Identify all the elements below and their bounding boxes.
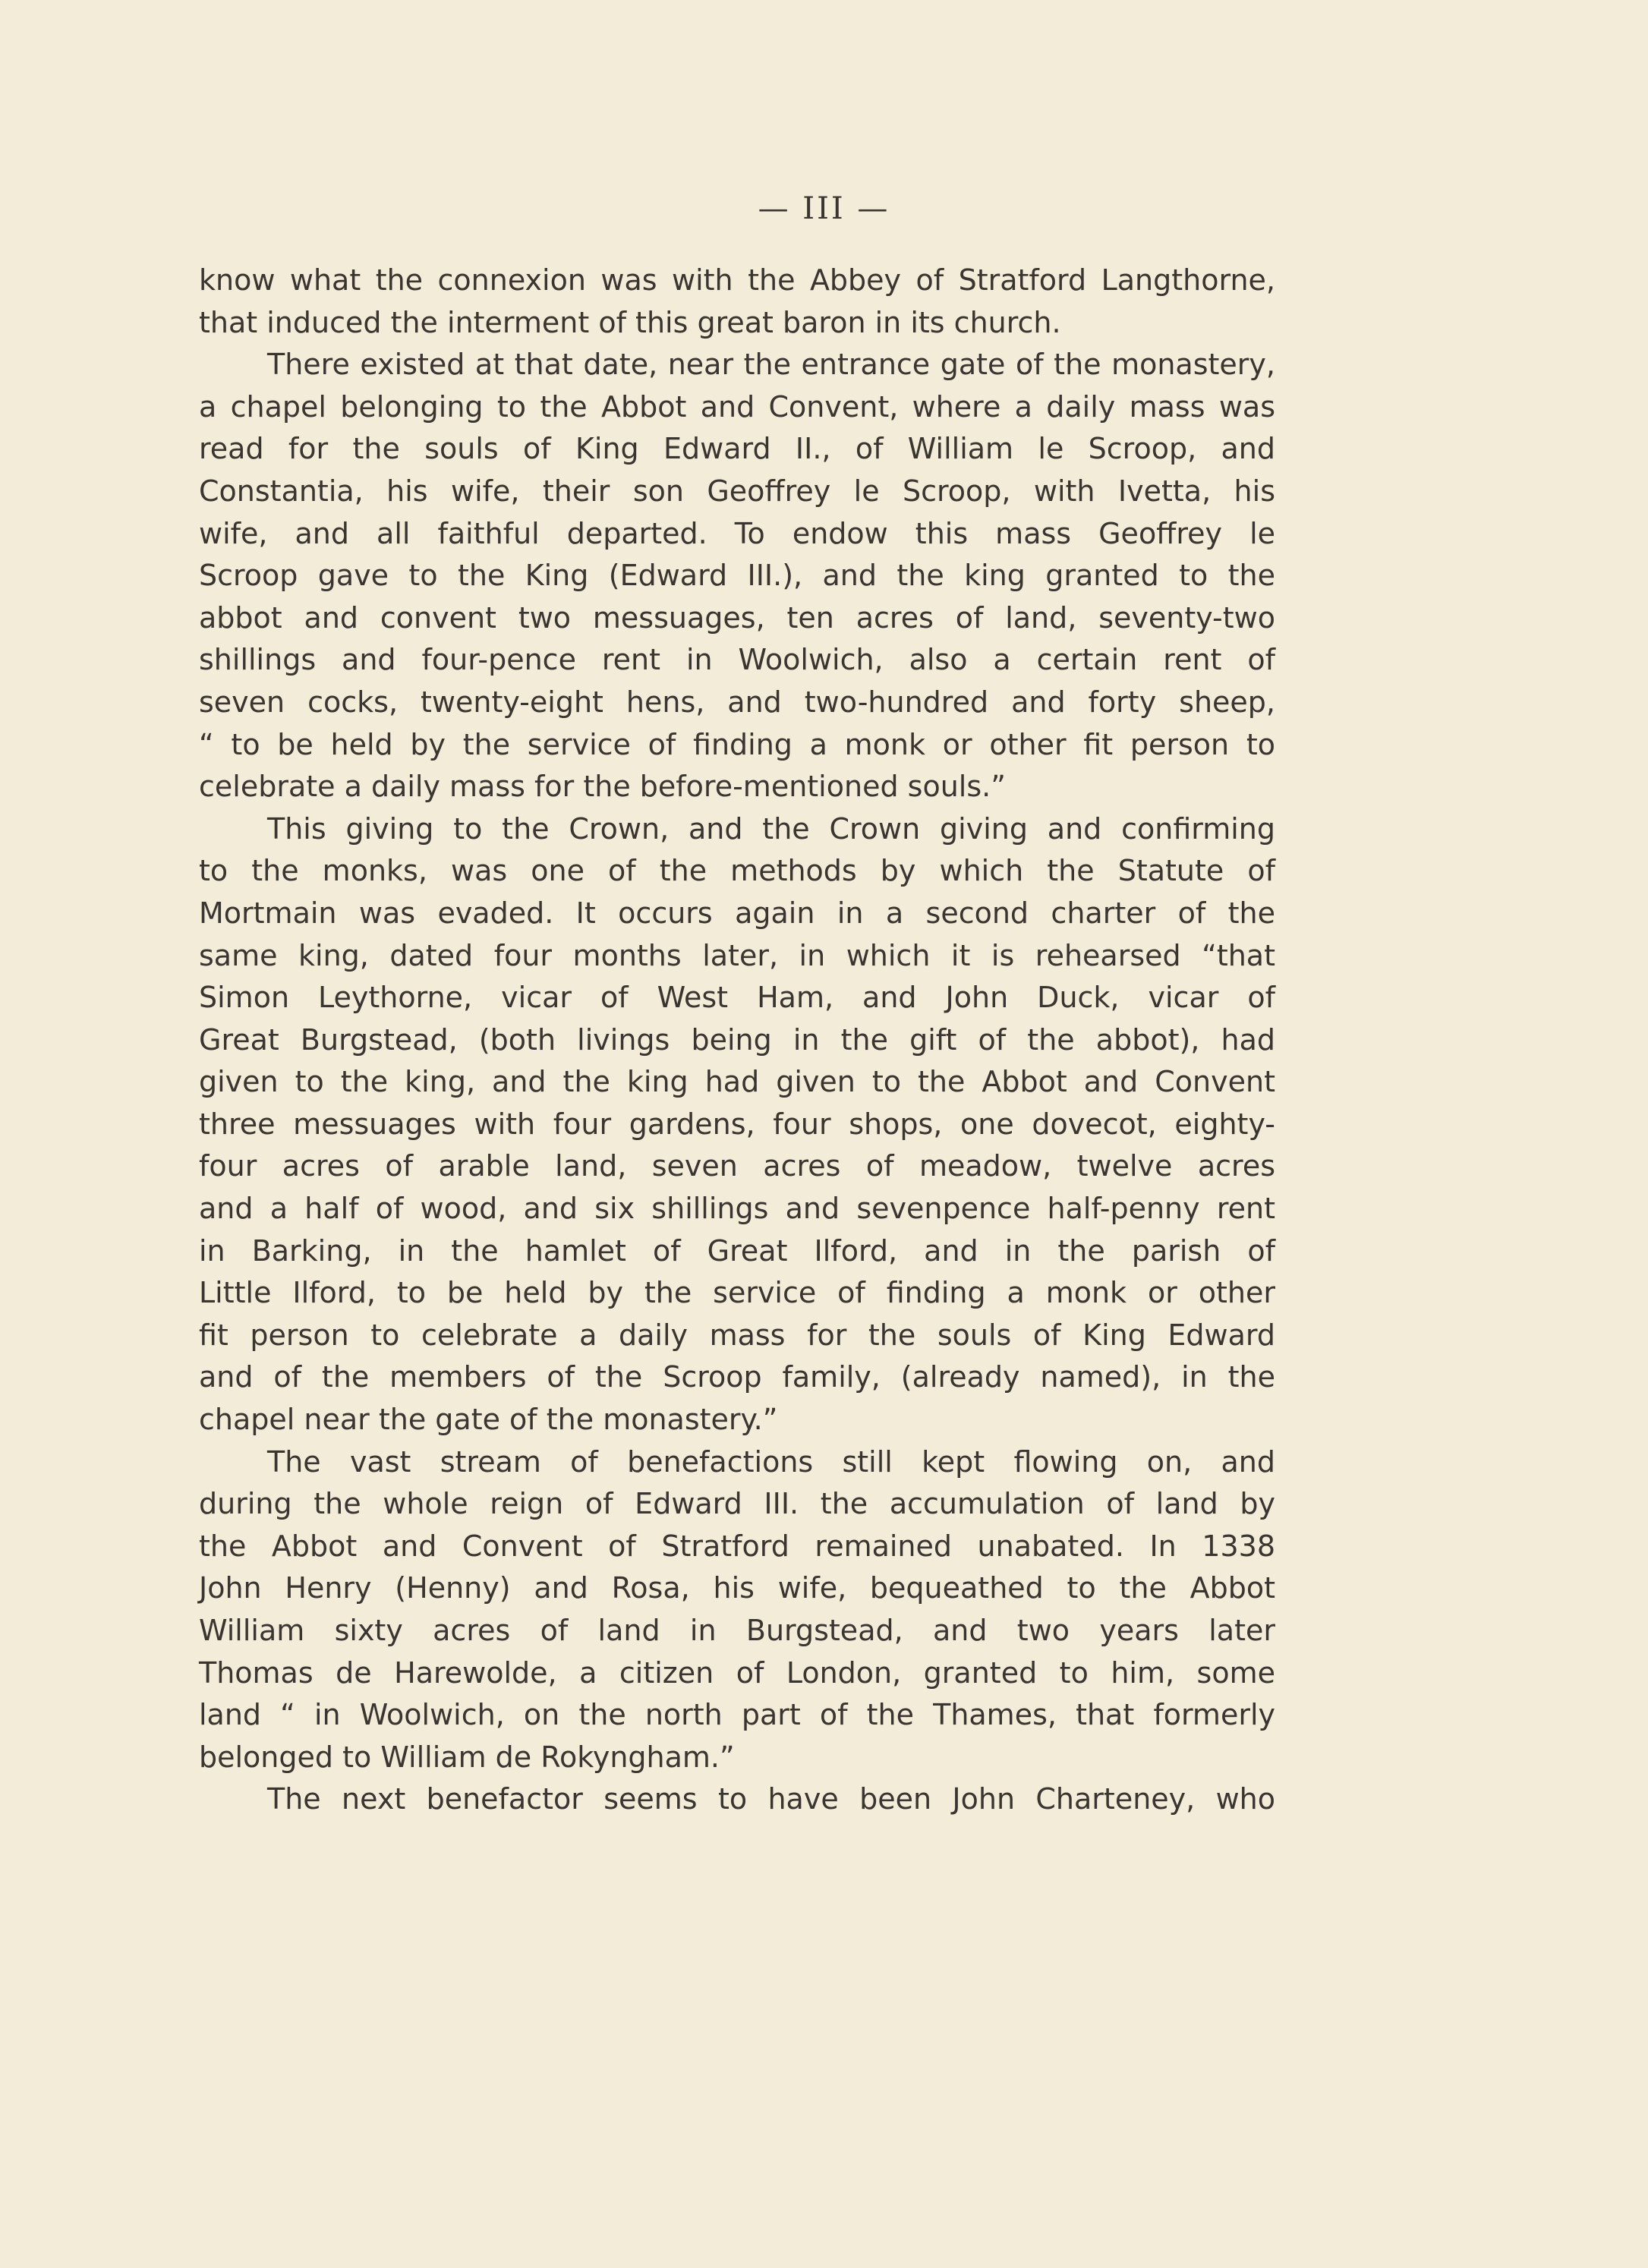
text-line: to the monks, was one of the methods by which the Statute of [199,854,1275,888]
text-line: The next benefactor seems to have been John Charteney, who [267,1782,1275,1816]
text-line: William sixty acres of land in Burgstead, and two years later [199,1614,1275,1647]
text-line: Little Ilford, to be held by the service of finding a monk or other [199,1276,1275,1310]
text-line: chapel near the gate of the monastery.” [199,1403,778,1437]
text-line: Scroop gave to the King (Edward III.), and the king granted to the [199,559,1275,593]
text-line: shillings and four-pence rent in Woolwich, also a certain rent of [199,643,1275,677]
text-line: and of the members of the Scroop family, (already named), in the [199,1360,1275,1394]
text-line: same king, dated four months later, in which it is rehearsed “that [199,938,1275,972]
text-line: John Henry (Henny) and Rosa, his wife, bequeathed to the Abbot [199,1571,1275,1605]
page-number: — III — [758,191,890,226]
text-line: belonged to William de Rokyngham.” [199,1740,735,1774]
text-line: celebrate a daily mass for the before-mentioned souls.” [199,770,1006,804]
text-line: land “ in Woolwich, on the north part of the Thames, that formerly [199,1698,1275,1732]
text-line: in Barking, in the hamlet of Great Ilford, and in the parish of [199,1233,1275,1268]
text-line: four acres of arable land, seven acres of meadow, twelve acres [199,1149,1275,1183]
text-line: the Abbot and Convent of Stratford remained unabated. In 1338 [199,1529,1275,1563]
text-line: abbot and convent two messuages, ten acres of land, seventy-two [199,600,1275,635]
text-line: Thomas de Harewolde, a citizen of London, granted to him, some [199,1655,1275,1690]
text-line: know what the connexion was with the Abbey of Stratford Langthorne, [199,263,1275,297]
text-line: There existed at that date, near the entrance gate of the monastery, [267,348,1275,382]
text-line: and a half of wood, and six shillings and sevenpence half-penny rent [199,1192,1275,1226]
text-line: given to the king, and the king had given to the Abbot and Convent [199,1065,1275,1099]
text-line: three messuages with four gardens, four shops, one dovecot, eighty- [199,1107,1275,1141]
text-line: that induced the interment of this great baron in its church. [199,305,1061,339]
text-line: during the whole reign of Edward III. the accumulation of land by [199,1487,1275,1521]
text-line: Constantia, his wife, their son Geoffrey le Scroop, with Ivetta, his [199,474,1275,508]
text-line: Mortmain was evaded. It occurs again in a second charter of the [199,896,1275,930]
text-line: read for the souls of King Edward II., of William le Scroop, and [199,432,1275,466]
text-line: Great Burgstead, (both livings being in the gift of the abbot), had [199,1022,1275,1057]
text-line: wife, and all faithful departed. To endow this mass Geoffrey le [199,516,1275,550]
text-line: “ to be held by the service of finding a monk or other fit person to [199,727,1275,761]
text-line: seven cocks, twenty-eight hens, and two-hundred and forty sheep, [199,685,1275,719]
body-text [199,260,1275,1821]
text-line: This giving to the Crown, and the Crown giving and confirming [267,811,1275,846]
text-line: Simon Leythorne, vicar of West Ham, and John Duck, vicar of [199,981,1275,1015]
text-line: a chapel belonging to the Abbot and Convent, where a daily mass was [199,389,1275,424]
text-line: The vast stream of benefactions still kept flowing on, and [267,1444,1275,1479]
text-line: fit person to celebrate a daily mass for the souls of King Edward [199,1318,1275,1352]
